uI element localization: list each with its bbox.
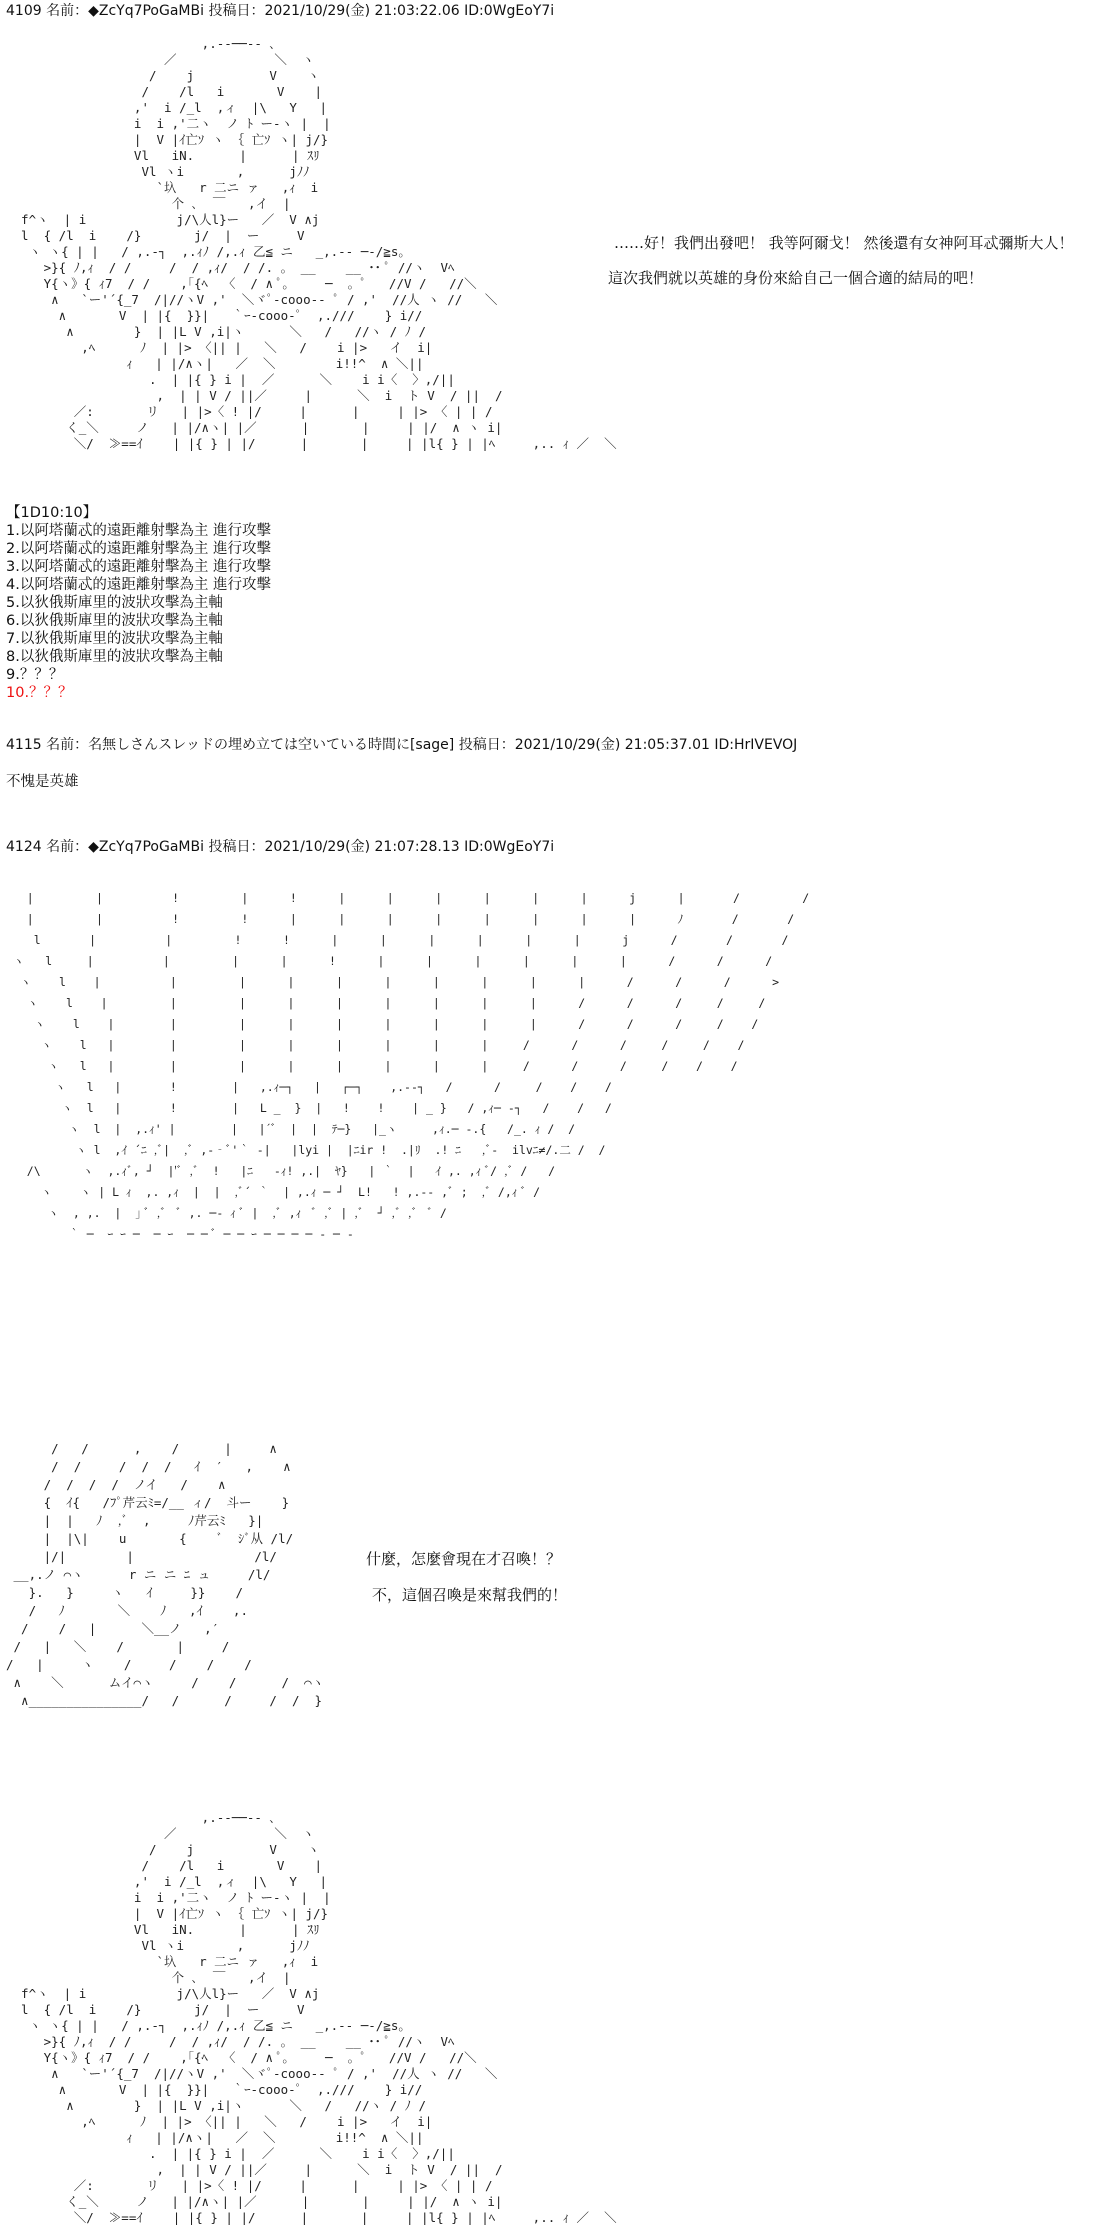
post-4109 — [6, 2, 1105, 20]
post-body: 不愧是英雄 — [6, 774, 79, 790]
roll-option: 9.？？？ — [6, 667, 64, 683]
lancer-ascii-art: / / , / | ∧ / / / / / ｲ ′ , ∧ / / / / ノイ / ∧ { ｲ{ /ﾌﾟ芹云ﾐ=/__ ィ/ 斗ー } | | ﾉ ,ﾞ , ﾉ芹云ﾐ }| | |\| u { ﾞ ｼﾞ从 /l/ |/| | /l/ __,.ノ ⌒ヽ r ニ ニ ﾆ ュ /l/ }. } ヽ ｲ }} / / ﾉ ＼ ﾉ ,ｲ ,. / / | ＼__ノ ,′ / | ＼ / | / / | ヽ / / / / ∧ ＼ ムイ⌒ヽ / / / ⌒ヽ ∧_______________/ / / / / } — [6, 1441, 325, 1708]
roll-option: 3.以阿塔蘭忒的遠距離射擊為主 進行攻擊 — [6, 559, 271, 575]
dialog-line: 不，這個召喚是來幫我們的！ — [372, 1586, 568, 1604]
dialog-line: ……好！我們出發吧！ 我等阿爾戈！ 然後還有女神阿耳忒彌斯大人！ — [614, 234, 1074, 252]
roll-option: 8.以狄俄斯庫里的波狀攻擊為主軸 — [6, 649, 223, 665]
hero-ascii-art: ,.-‐──‐- ､ ／ ＼ ヽ / j V ヽ / /l i V | ,' i /_l ,ィ |\ Y | i i ,'二ヽ ノ ﾄ ー-ヽ | | | V |ｲ亡ｿ ヽ ｛ 亡ｿ ヽ| j/} Vl iN. | | ｽﾘ Vl ヽi , jﾉﾉ `圦 r 二ニ ァ ,ｨ i 个 ､ ￣ ,イ | f^ヽ | i j/\人l}ー ／ V ∧j l { /l i /} j/ | ー V ヽ ヽ{ | | / ,.-┐ ,.ｨﾉ /,.ｨ 乙≦ ニ _,.-‐ ─-/≧s。 >}{ ﾉ,ｨ / / / / ,ｨ/ / /. 。 __ __ ･･ ﾟ //ヽ Vﾍ Y{ヽ》{ ｨ7 / / ,｢{ﾍ 〈 / ∧ ﾟ。 ─ 。ﾟ //V / //＼ ∧ `ー'´{_7 /|//ヽV ,' ＼ヾﾟ-cooo-‐ ﾟ / ,' //人 ヽ // ＼ ∧ V | |{ }}| ｀ｰ-cooo‐ﾟ ,./// } i// ∧ } | |L V ,i|ヽ ＼ / //ヽ / ﾉ / ,ﾍ ﾉ | |> 〈|| | ＼ / i |> イ i| ｨ | |/∧ヽ| ／ ＼ i!!^ ∧ ＼|| . | |{ } i | ／ ＼ i i〈 〉,/|| , | | V / ||／ | ＼ i ト V / || / ／: リ | |>〈 ! |/ | | | |> 〈 | | / く_＼ ノ | |/∧ヽ| |／ | | | |/ ∧ ヽ i| ＼/ ≫==ｲ | |{ } | |/ | | | |l{ } | |ﾍ ,.. ｨ ／ ＼ — [21, 1810, 617, 2225]
post-header — [6, 838, 1105, 856]
post-4115 — [6, 736, 1105, 792]
roll-option: 2.以阿塔蘭忒的遠距離射擊為主 進行攻擊 — [6, 541, 271, 557]
dice-roll-list — [6, 504, 271, 702]
post-meta: 名前：◆ZcYq7PoGaMBi 投稿日：2021/10/29(金) 21:03:22.06 ID:0WgEoY7i — [41, 3, 555, 19]
dialog-line: 這次我們就以英雄的身份來給自己一個合適的結局的吧！ — [608, 269, 984, 287]
post-4124 — [6, 838, 1105, 856]
roll-title: 【1D10:10】 — [6, 505, 98, 521]
roll-option: 1.以阿塔蘭忒的遠距離射擊為主 進行攻擊 — [6, 523, 271, 539]
roll-option: 4.以阿塔蘭忒的遠距離射擊為主 進行攻擊 — [6, 577, 271, 593]
roll-option: 7.以狄俄斯庫里的波狀攻擊為主軸 — [6, 631, 223, 647]
dialog-line: 什麼，怎麼會現在才召喚！？ — [366, 1550, 562, 1568]
post-header — [6, 736, 1105, 754]
post-number[interactable]: 4124 — [6, 839, 42, 855]
post-meta: 名前：◆ZcYq7PoGaMBi 投稿日：2021/10/29(金) 21:07:28.13 ID:0WgEoY7i — [41, 839, 555, 855]
roll-option: 5.以狄俄斯庫里的波狀攻擊為主軸 — [6, 595, 223, 611]
post-meta: 名前：名無しさんスレッドの埋め立ては空いている時間に[sage] 投稿日：2021/10/29(金) 21:05:37.01 ID:HrIVEVOJ — [41, 737, 798, 753]
hero-ascii-art: ,.-‐──‐- ､ ／ ＼ ヽ / j V ヽ / /l i V | ,' i /_l ,ィ |\ Y | i i ,'二ヽ ノ ﾄ ー-ヽ | | | V |ｲ亡ｿ ヽ ｛ 亡ｿ ヽ| j/} Vl iN. | | ｽﾘ Vl ヽi , jﾉﾉ `圦 r 二ニ ァ ,ｨ i 个 ､ ￣ ,イ | f^ヽ | i j/\人l}ー ／ V ∧j l { /l i /} j/ | ー V ヽ ヽ{ | | / ,.-┐ ,.ｨﾉ /,.ｨ 乙≦ ニ _,.-‐ ─-/≧s。 >}{ ﾉ,ｨ / / / / ,ｨ/ / /. 。 __ __ ･･ ﾟ //ヽ Vﾍ Y{ヽ》{ ｨ7 / / ,｢{ﾍ 〈 / ∧ ﾟ。 ─ 。ﾟ //V / //＼ ∧ `ー'´{_7 /|//ヽV ,' ＼ヾﾟ-cooo-‐ ﾟ / ,' //人 ヽ // ＼ ∧ V | |{ }}| ｀ｰ-cooo‐ﾟ ,./// } i// ∧ } | |L V ,i|ヽ ＼ / //ヽ / ﾉ / ,ﾍ ﾉ | |> 〈|| | ＼ / i |> イ i| ｨ | |/∧ヽ| ／ ＼ i!!^ ∧ ＼|| . | |{ } i | ／ ＼ i i〈 〉,/|| , | | V / ||／ | ＼ i ト V / || / ／: リ | |>〈 ! |/ | | | |> 〈 | | / く_＼ ノ | |/∧ヽ| |／ | | | |/ ∧ ヽ i| ＼/ ≫==ｲ | |{ } | |/ | | | |l{ } | |ﾍ ,.. ｨ ／ ＼ — [21, 36, 617, 451]
post-header — [6, 2, 1105, 20]
post-number[interactable]: 4115 — [6, 737, 42, 753]
burst-ascii-art: | | ! | ! | | | | | | j | / / | | ! ! | | | | | | | | ﾉ / / l | | ! ! | | | | | | j / / / ヽ l | | | | ! | | | | | | / / / ヽ l | | | | | | | | | | / / / > ヽ l | | | | | | | | | / / / / / ヽ l | | | | | | | | | / / / / / ヽ l | | | | | | | | / / / / / / ヽ l | | | | | | | | / / / / / / ヽ l | ! | ,.ｨ─┐ | ┌─┐ ,.-‐┐ / / / / / ヽ l | ! | L _ } | ! ! | _ } / ,ｨ─ ‐┐ / / / ヽ l | ,.ｨ' | | |´ﾞ | | ﾃ─} |_ヽ ,ｨ.─ ‐.{ /_. ｨ / / ヽ l ,ｲ ´ﾆ ,ﾞ| ,ﾞ ,-‐ﾞ'｀ ‐| |lyi | |ﾆir ! .|ﾘ .! ﾆ ,ﾞ‐ ilvﾆ≠/.二 / / /\ ヽ ,.ｨﾞ, ┘ |'ﾞ ,ﾞ ! |ﾆ -ｨ! ,.| ﾔ} | ｀ | ｲ ,. ,ｨ ﾞ/ ,ﾞ / / ヽ ヽ | L ｨ ,. ,ｨ | | ,ﾞ´ ｀ | ,.ｨ ─ ┘ L! ! ,.-‐ ,ﾞ ; ,ﾞ /,ｨ ﾞ / ヽ , ,. | ｣ ﾞ ,ﾞ ﾞ ,. ─‐ ｨ ﾞ | ,ﾞ ,ｨ ﾞ ,ﾞ | ,ﾞ ┘ ,ﾞ ,ﾞ ﾞ / ｀ ─ ｰ ｰ ─ ─ ｰ ─ ─ ﾞ ─ ─ ｰ ─ ─ ─ ─ ‐ ─ ‐ — [12, 891, 810, 1241]
roll-result: 10.？？？ — [6, 685, 73, 701]
roll-option: 6.以狄俄斯庫里的波狀攻擊為主軸 — [6, 613, 223, 629]
post-number[interactable]: 4109 — [6, 3, 42, 19]
